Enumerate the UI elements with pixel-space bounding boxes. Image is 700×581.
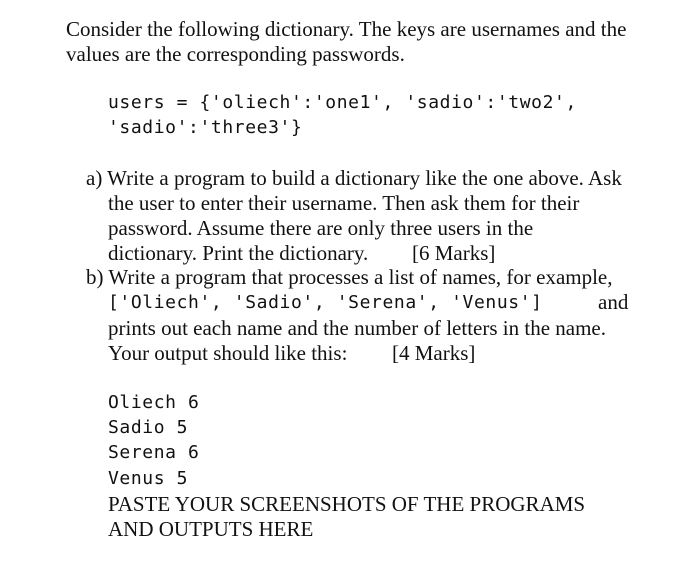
footer-line-1: PASTE YOUR SCREENSHOTS OF THE PROGRAMS bbox=[108, 492, 586, 516]
question-b-list-code: ['Oliech', 'Sadio', 'Serena', 'Venus'] bbox=[108, 292, 543, 313]
output-line: Venus 5 bbox=[108, 468, 189, 489]
question-b-line-1: b) Write a program that processes a list of names, for example, bbox=[86, 265, 613, 289]
question-b-list-suffix: and bbox=[598, 290, 629, 314]
output-line: Sadio 5 bbox=[108, 417, 189, 438]
footer-line-2: AND OUTPUTS HERE bbox=[108, 517, 314, 541]
question-a-line-1: a) Write a program to build a dictionary like the one above. Ask bbox=[86, 166, 622, 190]
question-b-line-4: Your output should like this: bbox=[108, 341, 348, 365]
output-line: Oliech 6 bbox=[108, 392, 200, 413]
question-b-marks: [4 Marks] bbox=[392, 341, 476, 365]
code-line-2: 'sadio':'three3'} bbox=[108, 117, 303, 138]
question-a-line-4: dictionary. Print the dictionary. bbox=[108, 241, 369, 265]
question-a-marks: [6 Marks] bbox=[412, 241, 496, 265]
intro-line-2: values are the corresponding passwords. bbox=[66, 42, 405, 66]
question-a-line-2: the user to enter their username. Then ask them for their bbox=[108, 191, 580, 215]
intro-line-1: Consider the following dictionary. The keys are usernames and the bbox=[66, 17, 627, 41]
question-b-line-3: prints out each name and the number of letters in the name. bbox=[108, 316, 607, 340]
question-a-line-3: password. Assume there are only three users in the bbox=[108, 216, 534, 240]
output-line: Serena 6 bbox=[108, 442, 200, 463]
code-line-1: users = {'oliech':'one1', 'sadio':'two2', bbox=[108, 92, 577, 113]
